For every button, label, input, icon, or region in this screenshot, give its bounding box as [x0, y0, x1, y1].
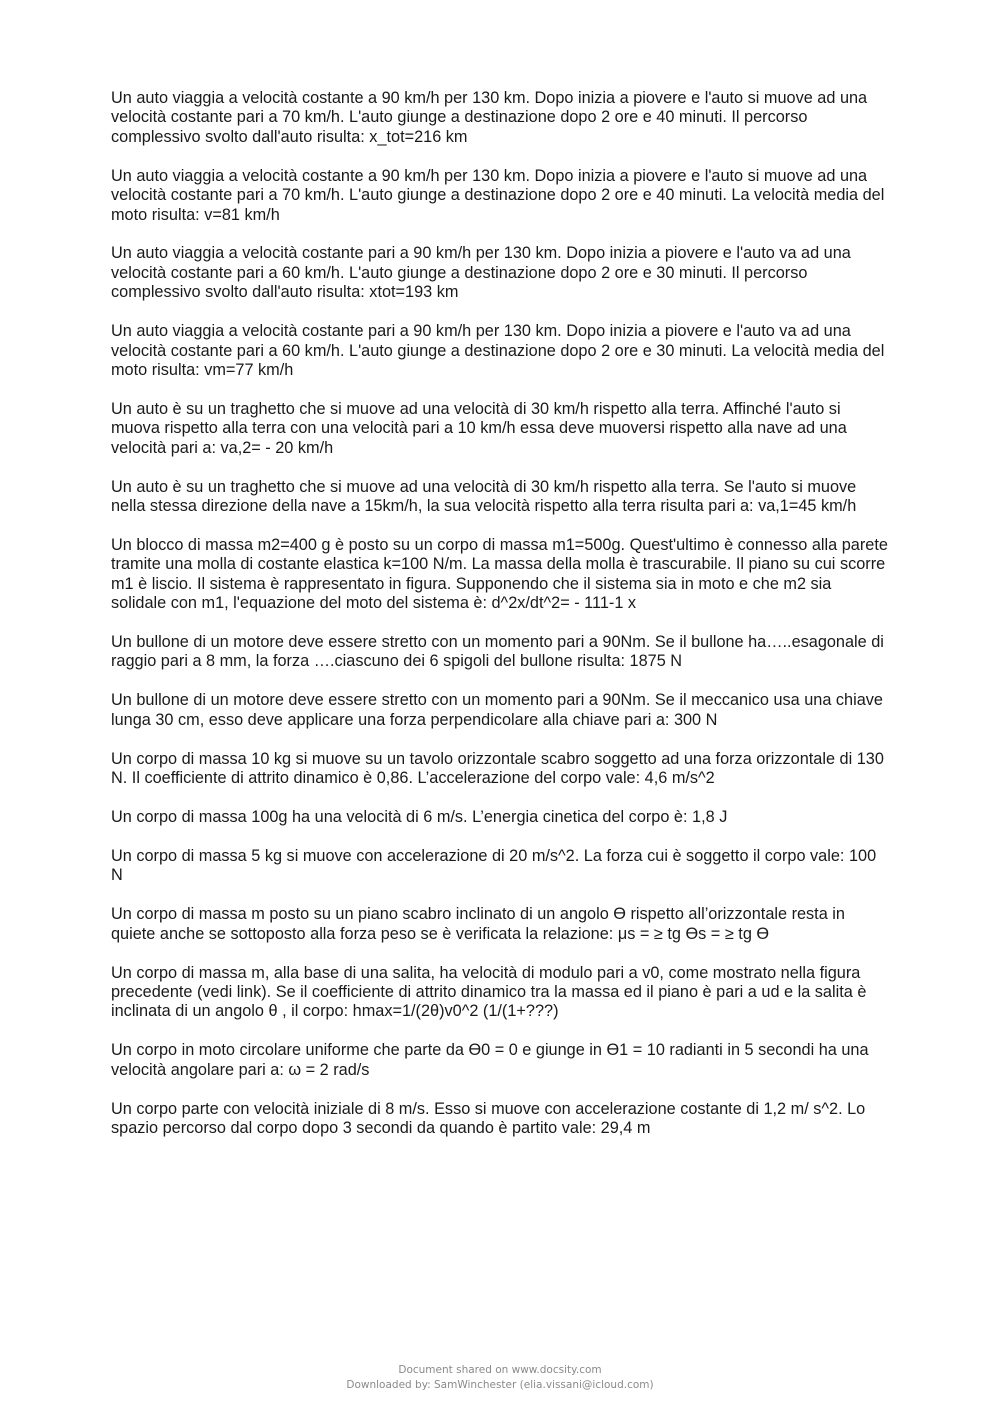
- paragraph: Un corpo di massa m posto su un piano scabro inclinato di un angolo Ɵ rispetto all’orizzontale resta in quiete anche se sottoposto alla forza peso se è verificata la relazione: μs = ≥ tg Ɵs = ≥ tg Ɵ: [111, 905, 845, 943]
- document-body: [111, 89, 891, 1158]
- paragraph: Un blocco di massa m2=400 g è posto su un corpo di massa m1=500g. Quest'ultimo è connesso alla parete tramite una molla di costante elastica k=100 N/m. La massa della molla è trascurabile. Il piano su cui scorre m1 è liscio. Il sistema è rappresentato in figura. Supponendo che il sistema sia in moto e che m2 sia solidale con m1, l'equazione del moto del sistema è: d^2x/dt^2= - 111-1 x: [111, 535, 888, 613]
- paragraph: Un corpo parte con velocità iniziale di 8 m/s. Esso si muove con accelerazione costante di 1,2 m/ s^2. Lo spazio percorso dal corpo dopo 3 secondi da quando è partito vale: 29,4 m: [111, 1099, 866, 1137]
- paragraph: Un corpo in moto circolare uniforme che parte da Ɵ0 = 0 e giunge in Ɵ1 = 10 radianti in 5 secondi ha una velocità angolare pari a: ω = 2 rad/s: [111, 1041, 869, 1079]
- paragraph: Un bullone di un motore deve essere stretto con un momento pari a 90Nm. Se il bullone ha…..esagonale di raggio pari a 8 mm, la forza ….ciascuno dei 6 spigoli del bullone risulta: 1875 N: [111, 633, 884, 671]
- paragraph: Un auto viaggia a velocità costante pari a 90 km/h per 130 km. Dopo inizia a piovere e l'auto va ad una velocità costante pari a 60 km/h. L'auto giunge a destinazione dopo 2 ore e 30 minuti. Il percorso complessivo svolto dall'auto risulta: xtot=193 km: [111, 244, 851, 302]
- paragraph: Un auto viaggia a velocità costante a 90 km/h per 130 km. Dopo inizia a piovere e l'auto si muove ad una velocità costante pari a 70 km/h. L'auto giunge a destinazione dopo 2 ore e 40 minuti. Il percorso complessivo svolto dall'auto risulta: x_tot=216 km: [111, 89, 868, 146]
- paragraph: Un auto viaggia a velocità costante pari a 90 km/h per 130 km. Dopo inizia a piovere e l'auto va ad una velocità costante pari a 60 km/h. L'auto giunge a destinazione dopo 2 ore e 30 minuti. La velocità media del moto risulta: vm=77 km/h: [111, 322, 885, 379]
- page-footer: [0, 1363, 1000, 1393]
- paragraph: Un corpo di massa m, alla base di una salita, ha velocità di modulo pari a v0, come mostrato nella figura precedente (vedi link). Se il coefficiente di attrito dinamico tra la massa ed il piano è pari a ud e la salita è inclinata di un angolo θ , il corpo: hmax=1/(2θ)v0^2 (1/(1+???): [111, 963, 867, 1021]
- paragraph: Un corpo di massa 100g ha una velocità di 6 m/s. L’energia cinetica del corpo è: 1,8 J: [111, 807, 728, 826]
- paragraph: Un auto viaggia a velocità costante a 90 km/h per 130 km. Dopo inizia a piovere e l'auto si muove ad una velocità costante pari a 70 km/h. L'auto giunge a destinazione dopo 2 ore e 40 minuti. La velocità media del moto risulta: v=81 km/h: [111, 166, 885, 224]
- footer-shared-line: Document shared on www.docsity.com: [398, 1364, 602, 1376]
- paragraph: Un corpo di massa 5 kg si muove con accelerazione di 20 m/s^2. La forza cui è soggetto il corpo vale: 100 N: [111, 846, 877, 885]
- paragraph: Un corpo di massa 10 kg si muove su un tavolo orizzontale scabro soggetto ad una forza orizzontale di 130 N. Il coefficiente di attrito dinamico è 0,86. L’accelerazione del corpo vale: 4,6 m/s^2: [111, 749, 884, 788]
- footer-downloaded-line: Downloaded by: SamWinchester (elia.vissani@icloud.com): [346, 1379, 654, 1391]
- paragraph: Un bullone di un motore deve essere stretto con un momento pari a 90Nm. Se il meccanico usa una chiave lunga 30 cm, esso deve applicare una forza perpendicolare alla chiave pari a: 300 N: [111, 691, 883, 729]
- paragraph: Un auto è su un traghetto che si muove ad una velocità di 30 km/h rispetto alla terra. Se l'auto si muove nella stessa direzione della nave a 15km/h, la sua velocità rispetto alla terra risulta pari a: va,1=45 km/h: [111, 477, 857, 515]
- paragraph: Un auto è su un traghetto che si muove ad una velocità di 30 km/h rispetto alla terra. Affinché l'auto si muova rispetto alla terra con una velocità pari a 10 km/h essa deve muoversi rispetto alla nave ad una velocità pari a: va,2= - 20 km/h: [111, 399, 847, 457]
